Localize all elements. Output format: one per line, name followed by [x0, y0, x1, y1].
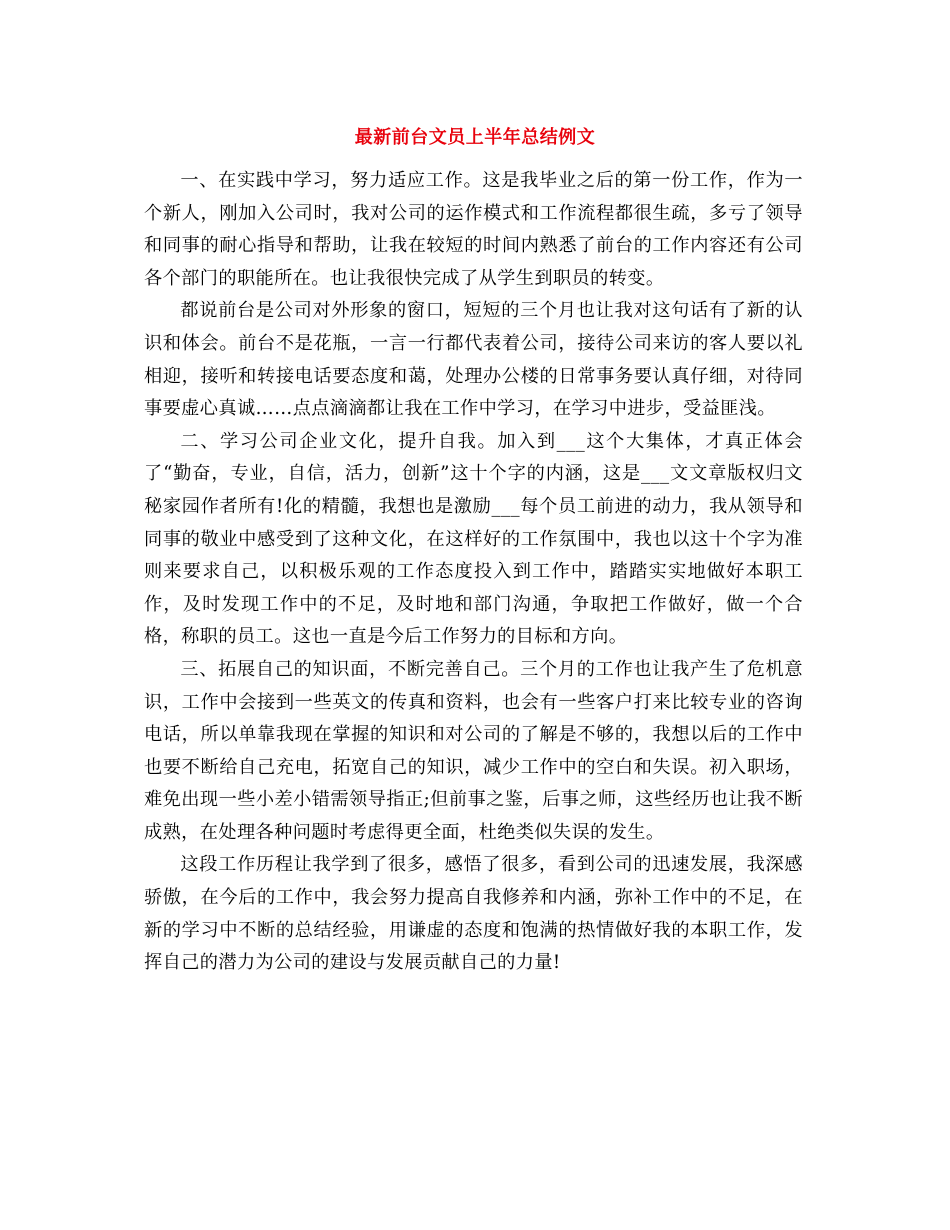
document-body [144, 165, 803, 980]
paragraph-3: 二、学习公司企业文化，提升自我。加入到___这个大集体，才真正体会了“勤奋，专业，自信，活力，创新”这十个字的内涵，这是___文文章版权归文秘家园作者所有!化的精髓，我想也是激励___每个员工前进的动力，我从领导和同事的敬业中感受到了这种文化，在这样好的工作氛围中，我也以这十个字为准则来要求自己，以积极乐观的工作态度投入到工作中，踏踏实实地做好本职工作，及时发现工作中的不足，及时地和部门沟通，争取把工作做好，做一个合格，称职的员工。这也一直是今后工作努力的目标和方向。 [144, 430, 803, 648]
paragraph-1: 一、在实践中学习，努力适应工作。这是我毕业之后的第一份工作，作为一个新人，刚加入公司时，我对公司的运作模式和工作流程都很生疏，多亏了领导和同事的耐心指导和帮助，让我在较短的时间内熟悉了前台的工作内容还有公司各个部门的职能所在。也让我很快完成了从学生到职员的转变。 [144, 170, 803, 289]
paragraph-5: 这段工作历程让我学到了很多，感悟了很多，看到公司的迅速发展，我深感骄傲，在今后的工作中，我会努力提高自我修养和内涵，弥补工作中的不足，在新的学习中不断的总结经验，用谦虚的态度和饱满的热情做好我的本职工作，发挥自己的潜力为公司的建设与发展贡献自己的力量! [144, 854, 803, 974]
document-title: 最新前台文员上半年总结例文 [354, 127, 596, 148]
paragraph-2: 都说前台是公司对外形象的窗口，短短的三个月也让我对这句话有了新的认识和体会。前台不是花瓶，一言一行都代表着公司，接待公司来访的客人要以礼相迎，接听和转接电话要态度和蔼，处理办公楼的日常事务要认真仔细，对待同事要虚心真诚……点点滴滴都让我在工作中学习，在学习中进步，受益匪浅。 [144, 300, 803, 420]
paragraph-4: 三、拓展自己的知识面，不断完善自己。三个月的工作也让我产生了危机意识，工作中会接到一些英文的传真和资料，也会有一些客户打来比较专业的咨询电话，所以单靠我现在掌握的知识和对公司的了解是不够的，我想以后的工作中也要不断给自己充电，拓宽自己的知识，减少工作中的空白和失误。初入职场，难免出现一些小差小错需领导指正;但前事之鉴，后事之师，这些经历也让我不断成熟，在处理各种问题时考虑得更全面，杜绝类似失误的发生。 [144, 658, 803, 843]
